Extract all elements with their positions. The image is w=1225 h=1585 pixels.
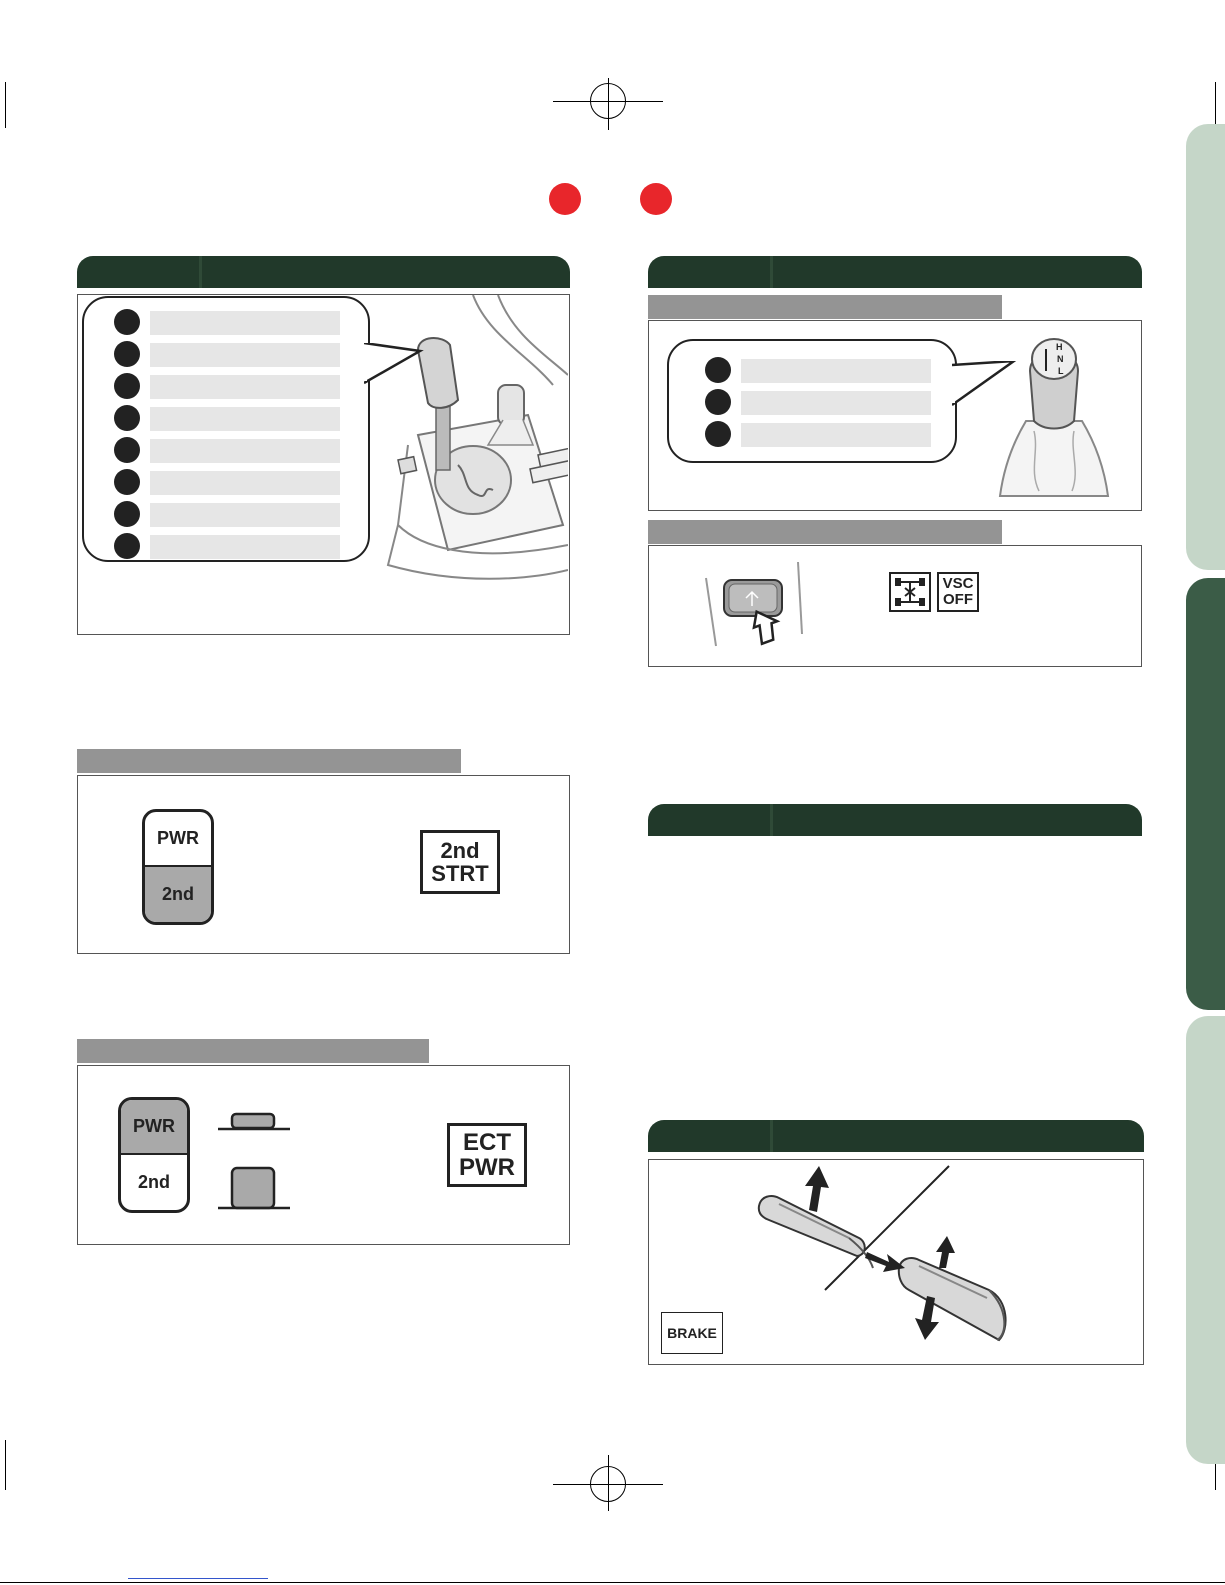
section-header-automatic-transmission (77, 256, 570, 288)
parking-brake-illustration (749, 1160, 1069, 1366)
knob-letter-n: N (1057, 354, 1064, 364)
brake-indicator-label: BRAKE (661, 1312, 723, 1354)
transfer-number-dot (705, 389, 731, 415)
indicator-2nd-strt (420, 830, 500, 894)
position-item-2 (114, 341, 344, 367)
red-dot-right (640, 183, 672, 215)
switch-pwr-segment: PWR (145, 812, 211, 867)
position-item-4 (114, 405, 344, 431)
position-label-bar (150, 343, 340, 367)
position-item-7 (114, 501, 344, 527)
side-tab-middle-active[interactable] (1186, 578, 1225, 1010)
switch-2nd-segment-pressed: 2nd (145, 867, 211, 922)
crop-mark-bottom-left-v (5, 1440, 6, 1490)
position-label-bar (150, 535, 340, 559)
position-label-bar (150, 311, 340, 335)
position-item-5 (114, 437, 344, 463)
indicator-line-2: PWR (459, 1154, 515, 1181)
side-tab-top[interactable] (1186, 124, 1225, 570)
subheader-2nd-start (77, 749, 461, 773)
red-dot-left (549, 183, 581, 215)
subheader-transfer-lever (648, 295, 1002, 319)
switch-pwr-selected[interactable] (118, 1097, 190, 1213)
parking-brake-panel (648, 1159, 1144, 1365)
automatic-transmission-panel (77, 294, 570, 635)
transfer-label-bar (741, 359, 931, 383)
side-tab-bottom[interactable] (1186, 1016, 1225, 1464)
position-item-8 (114, 533, 344, 559)
switch-2nd-segment: 2nd (137, 1172, 170, 1192)
transfer-number-dot (705, 421, 731, 447)
subheader-power-mode (77, 1039, 429, 1063)
position-number-dot (114, 469, 140, 495)
position-label-bar (150, 407, 340, 431)
crop-mark-top-left-v (5, 82, 6, 128)
transfer-number-dot (705, 357, 731, 383)
position-number-dot (114, 341, 140, 367)
skid-icon (889, 572, 931, 612)
indicator-line-1: VSC (942, 575, 974, 593)
transfer-item-n (705, 389, 945, 415)
knob-letter-l: L (1058, 366, 1064, 376)
position-number-dot (114, 437, 140, 463)
crop-mark-top-right-v (1215, 82, 1216, 128)
registration-mark-bottom (590, 1466, 626, 1502)
transfer-item-l (705, 421, 945, 447)
knob-letter-h: H (1056, 342, 1063, 352)
button-pressed-diagram (218, 1164, 290, 1212)
position-number-dot (114, 405, 140, 431)
indicator-line-2: STRT (431, 861, 489, 886)
vsc-off-button-illustration (704, 558, 814, 654)
indicator-line-2: OFF (943, 591, 973, 608)
indicator-vsc-off (937, 572, 979, 612)
section-header-parking-brake (648, 1120, 1144, 1152)
position-item-3 (114, 373, 344, 399)
section-header-middle (648, 804, 1142, 836)
transfer-label-bar (741, 423, 931, 447)
callout-bubble-transfer-positions (667, 339, 957, 463)
position-number-dot (114, 373, 140, 399)
indicator-ect-pwr (447, 1123, 527, 1187)
transfer-label-bar (741, 391, 931, 415)
position-number-dot (114, 309, 140, 335)
bottom-border-line (0, 1582, 1225, 1583)
subheader-vsc-off (648, 520, 1002, 544)
power-mode-panel (77, 1065, 570, 1245)
transfer-lever-panel (648, 320, 1142, 511)
vsc-off-panel (648, 545, 1142, 667)
position-number-dot (114, 533, 140, 559)
position-label-bar (150, 471, 340, 495)
switch-pwr-segment-pressed: PWR (121, 1100, 187, 1155)
gear-shifter-illustration (378, 295, 568, 590)
callout-bubble-gear-positions (82, 296, 370, 562)
transfer-shift-knob-illustration (994, 331, 1114, 506)
transfer-item-h (705, 357, 945, 383)
position-label-bar (150, 503, 340, 527)
section-header-transfer (648, 256, 1142, 288)
position-label-bar (150, 439, 340, 463)
switch-2nd-selected[interactable] (142, 809, 214, 925)
position-item-6 (114, 469, 344, 495)
position-item-1 (114, 309, 344, 335)
position-number-dot (114, 501, 140, 527)
callout-pointer (364, 343, 424, 393)
registration-mark-top (590, 83, 626, 119)
second-start-panel (77, 775, 570, 954)
indicator-line-1: 2nd (440, 837, 480, 863)
indicator-line-1: ECT (463, 1128, 511, 1156)
button-released-diagram (218, 1110, 290, 1134)
position-label-bar (150, 375, 340, 399)
bottom-link-underline (128, 1578, 268, 1579)
